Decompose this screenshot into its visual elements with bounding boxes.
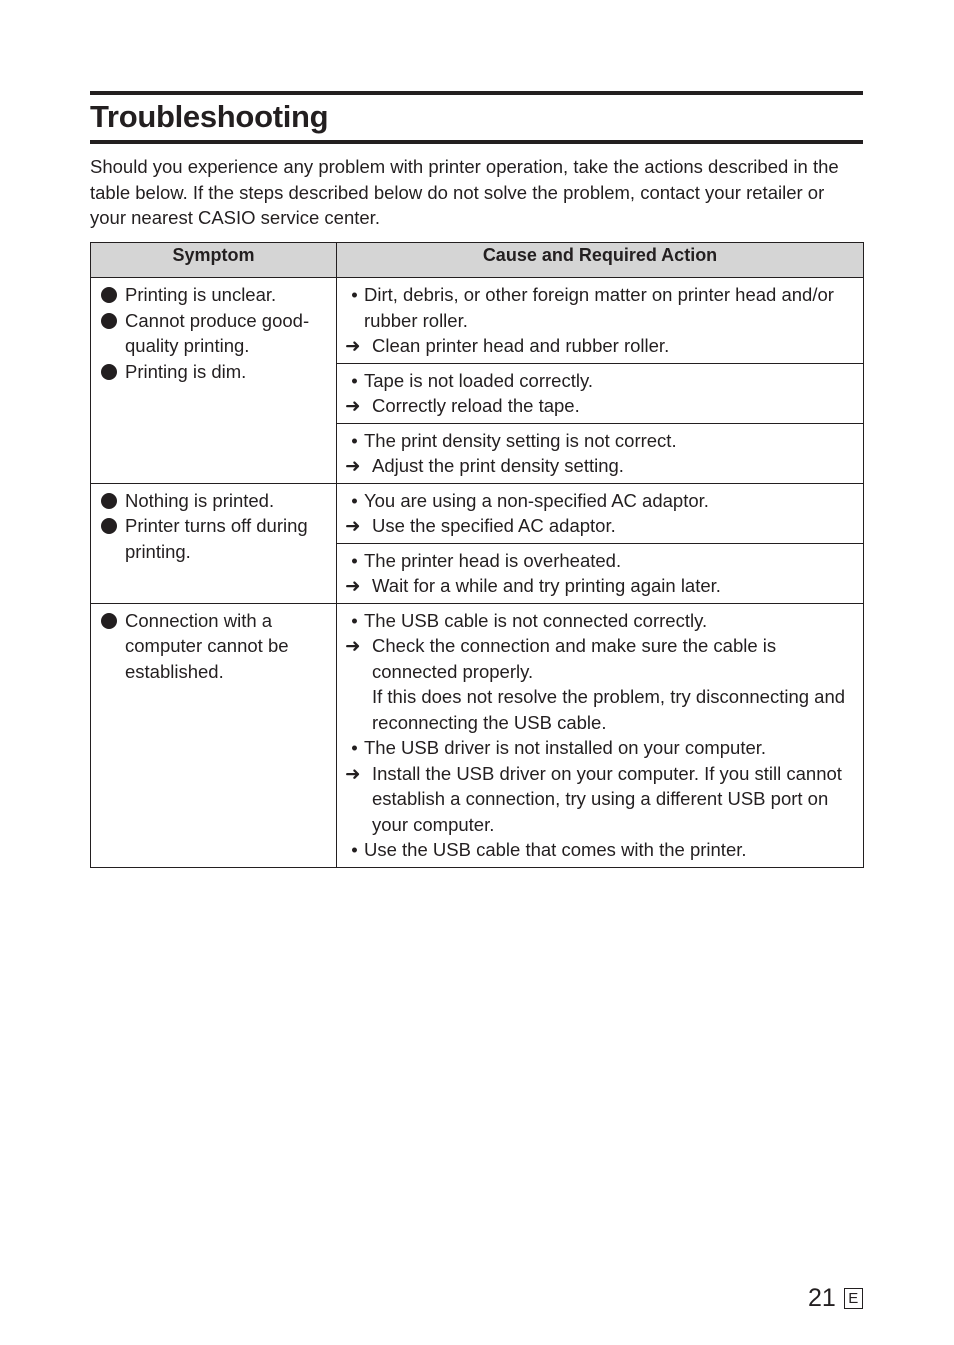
cause-cell (337, 603, 864, 867)
arrow-right-icon: ➜ (345, 575, 361, 596)
header-cause-action: Cause and Required Action (337, 243, 864, 278)
action-note: If this does not resolve the problem, try disconnecting and reconnecting the USB cable. (372, 686, 846, 733)
action-item: ➜ Adjust the print density setting. (345, 453, 855, 479)
action-text: Check the connection and make sure the cable is connected properly. (372, 635, 777, 682)
table-row (91, 483, 864, 543)
action-item: ➜ Install the USB driver on your computer. If you still cannot establish a connection, try using a different USB port on your computer. (345, 761, 855, 838)
cause-cell (337, 483, 864, 543)
action-item: ➜ Wait for a while and try printing again later. (345, 573, 855, 599)
small-bullet-icon: • (351, 737, 358, 758)
small-bullet-icon: • (351, 549, 358, 571)
arrow-right-icon: ➜ (345, 455, 361, 476)
cause-cell (337, 363, 864, 423)
small-bullet-icon: • (351, 284, 358, 305)
cause-cell (337, 278, 864, 364)
language-mark: E (844, 1288, 863, 1309)
cause-item: • The USB driver is not installed on your computer. (345, 735, 855, 761)
symptom-item: Cannot produce good-quality printing. (99, 308, 330, 359)
action-item: ➜ Clean printer head and rubber roller. (345, 333, 855, 359)
cause-item: • You are using a non-specified AC adaptor. (345, 488, 855, 514)
cause-item: • The USB cable is not connected correctly. (345, 608, 855, 634)
title-rule-bottom (90, 140, 863, 144)
symptom-item: Printing is dim. (99, 359, 330, 385)
cause-item: • Dirt, debris, or other foreign matter on printer head and/or rubber roller. (345, 282, 855, 333)
page-footer (808, 1283, 863, 1313)
troubleshooting-table (90, 242, 864, 868)
table-header-row (91, 243, 864, 278)
cause-cell (337, 543, 864, 603)
bullet-dot-icon (101, 518, 117, 534)
bullet-dot-icon (101, 364, 117, 380)
small-bullet-icon: • (351, 369, 358, 391)
arrow-right-icon: ➜ (345, 335, 361, 356)
symptom-item: Nothing is printed. (99, 488, 330, 514)
page-title: Troubleshooting (90, 99, 329, 134)
arrow-right-icon: ➜ (345, 395, 361, 416)
intro-paragraph: Should you experience any problem with printer operation, take the actions described in the table below. If the steps described below do not solve the problem, contact your retailer or your nearest CASIO service center. (90, 156, 839, 228)
symptom-item: Printer turns off during printing. (99, 513, 330, 564)
title-rule-top (90, 91, 863, 95)
symptom-item: Connection with a computer cannot be established. (99, 608, 330, 685)
table-row (91, 603, 864, 867)
table-row (91, 278, 864, 364)
cause-cell (337, 423, 864, 483)
small-bullet-icon: • (351, 489, 358, 511)
cause-item: • The printer head is overheated. (345, 548, 855, 574)
small-bullet-icon: • (351, 839, 358, 860)
cause-item: • Tape is not loaded correctly. (345, 368, 855, 394)
page-number: 21 (808, 1284, 836, 1312)
cause-item: • Use the USB cable that comes with the printer. (345, 837, 855, 863)
symptom-cell (91, 483, 337, 603)
header-symptom: Symptom (91, 243, 337, 278)
arrow-right-icon: ➜ (345, 515, 361, 536)
bullet-dot-icon (101, 287, 117, 303)
cause-item: • The print density setting is not correct. (345, 428, 855, 454)
arrow-right-icon: ➜ (345, 635, 361, 656)
action-item: ➜ Correctly reload the tape. (345, 393, 855, 419)
symptom-cell (91, 603, 337, 867)
symptom-cell (91, 278, 337, 484)
arrow-right-icon: ➜ (345, 762, 361, 784)
symptom-item: Printing is unclear. (99, 282, 330, 308)
bullet-dot-icon (101, 493, 117, 509)
small-bullet-icon: • (351, 429, 358, 451)
bullet-dot-icon (101, 613, 117, 629)
action-item (345, 633, 855, 735)
bullet-dot-icon (101, 313, 117, 329)
action-item: ➜ Use the specified AC adaptor. (345, 513, 855, 539)
small-bullet-icon: • (351, 609, 358, 631)
